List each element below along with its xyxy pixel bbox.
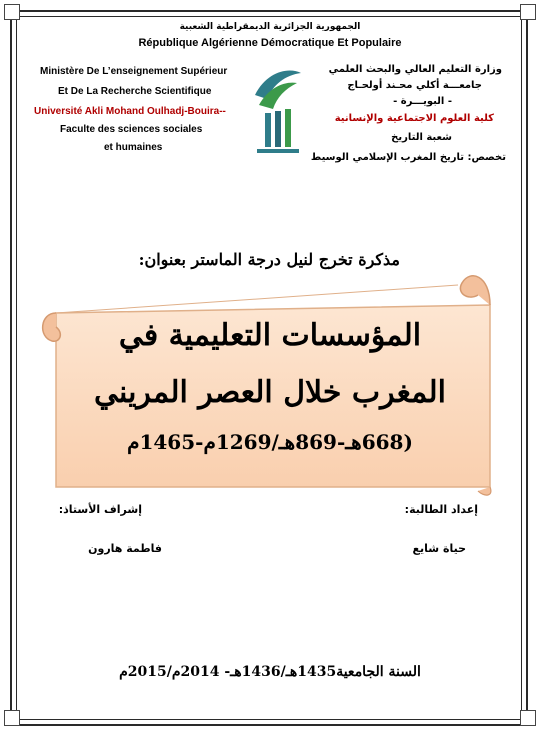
supervisor-label: إشراف الأستاذ: bbox=[58, 503, 142, 516]
thesis-subtitle: مذكرة تخرج لنيل درجة الماستر بعنوان: bbox=[138, 250, 400, 269]
ministry-fr: Ministère De L’enseignement Supérieur bbox=[40, 66, 228, 77]
university-ar: جامعـــة أكلي محـند أولحـاج bbox=[347, 80, 482, 91]
research-fr: Et De La Recherche Scientifique bbox=[58, 86, 212, 97]
academic-year: السنة الجامعية1435هـ/1436هـ- 2014م/2015م bbox=[119, 664, 421, 680]
republic-arabic: الجمهورية الجزائرية الديمقراطية الشعبية bbox=[179, 22, 361, 32]
department-ar: شعبة التاريخ bbox=[391, 132, 452, 143]
ministry-ar: وزارة التعليم العالي والبحث العلمي bbox=[328, 64, 502, 75]
faculty-fr: Faculte des sciences sociales bbox=[60, 124, 203, 135]
faculty-fr-2: et humaines bbox=[104, 142, 163, 153]
thesis-dates: (668هـ-869هـ/1269م-1465م bbox=[127, 430, 413, 454]
corner-ornament bbox=[520, 710, 536, 726]
student-label: إعداد الطالبة: bbox=[404, 503, 478, 516]
corner-ornament bbox=[4, 710, 20, 726]
bouira-ar: - البويـــرة - bbox=[393, 96, 452, 107]
supervisor-name: فاطمة هارون bbox=[88, 542, 162, 555]
specialty-ar: تخصص: تاريخ المغرب الإسلامي الوسيط bbox=[310, 152, 506, 163]
faculty-ar: كلية العلوم الاجتماعية والإنسانية bbox=[334, 113, 494, 124]
thesis-title-line1: المؤسسات التعليمية في bbox=[118, 318, 422, 353]
corner-ornament bbox=[4, 4, 20, 20]
university-logo bbox=[245, 65, 307, 157]
thesis-title-line2: المغرب خلال العصر المريني bbox=[94, 375, 446, 410]
republic-french: République Algérienne Démocratique Et Populaire bbox=[138, 37, 402, 49]
corner-ornament bbox=[520, 4, 536, 20]
student-name: حياة شايع bbox=[412, 542, 466, 555]
university-fr: Université Akli Mohand Oulhadj-Bouira-- bbox=[34, 106, 226, 117]
